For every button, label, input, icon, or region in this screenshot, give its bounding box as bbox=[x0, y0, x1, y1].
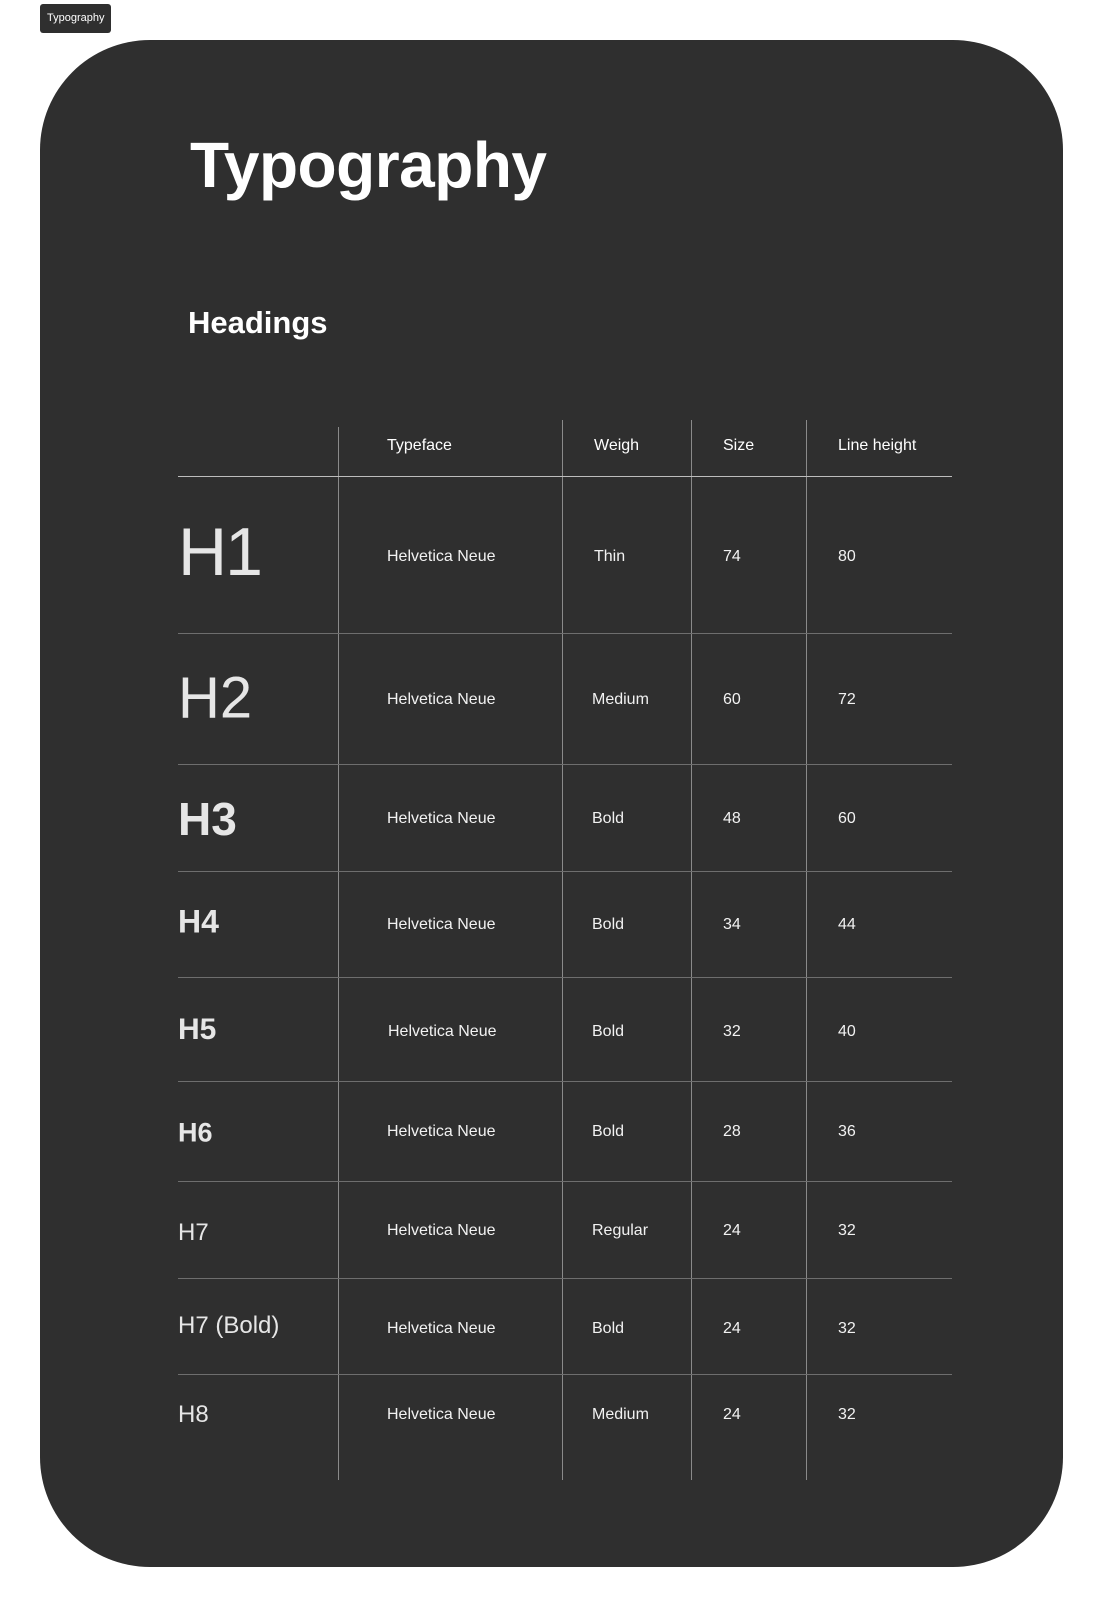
cell-size: 34 bbox=[723, 916, 741, 933]
column-header-weight: Weigh bbox=[594, 437, 640, 454]
cell-size: 60 bbox=[723, 691, 741, 708]
cell-size: 48 bbox=[723, 810, 741, 827]
cell-size: 32 bbox=[723, 1023, 741, 1040]
cell-typeface: Helvetica Neue bbox=[387, 1222, 496, 1239]
cell-line-height: 36 bbox=[838, 1123, 856, 1140]
column-header-line-height: Line height bbox=[838, 437, 917, 454]
frame-label[interactable]: Typography bbox=[40, 4, 111, 33]
column-divider bbox=[338, 427, 339, 1480]
typography-card bbox=[40, 40, 1063, 1567]
heading-sample-h6: H6 bbox=[178, 1117, 213, 1148]
cell-size: 24 bbox=[723, 1406, 741, 1423]
page-title: Typography bbox=[190, 129, 547, 201]
column-header-size: Size bbox=[723, 437, 755, 454]
section-title-headings: Headings bbox=[188, 305, 328, 340]
column-divider bbox=[806, 420, 807, 1480]
cell-line-height: 32 bbox=[838, 1320, 856, 1337]
cell-typeface: Helvetica Neue bbox=[387, 810, 496, 827]
row-divider bbox=[178, 764, 952, 765]
heading-sample-h8: H8 bbox=[178, 1401, 209, 1428]
heading-spec-table bbox=[178, 427, 952, 1520]
column-divider bbox=[691, 420, 692, 1480]
cell-typeface: Helvetica Neue bbox=[388, 1023, 497, 1040]
cell-weight: Bold bbox=[592, 916, 625, 933]
cell-typeface: Helvetica Neue bbox=[387, 1406, 496, 1423]
column-header-typeface: Typeface bbox=[387, 437, 452, 454]
cell-line-height: 32 bbox=[838, 1406, 856, 1423]
cell-weight: Bold bbox=[592, 810, 625, 827]
cell-weight: Bold bbox=[592, 1123, 625, 1140]
cell-line-height: 60 bbox=[838, 810, 856, 827]
row-divider bbox=[178, 1081, 952, 1082]
cell-typeface: Helvetica Neue bbox=[387, 1320, 496, 1337]
cell-weight: Regular bbox=[592, 1222, 649, 1239]
row-divider bbox=[178, 1374, 952, 1375]
header-divider bbox=[178, 476, 952, 477]
heading-sample-h3: H3 bbox=[178, 793, 237, 845]
row-divider bbox=[178, 1181, 952, 1182]
row-divider bbox=[178, 1278, 952, 1279]
heading-sample-h7-bold: H7 (Bold) bbox=[178, 1312, 280, 1339]
cell-size: 74 bbox=[723, 548, 741, 565]
cell-typeface: Helvetica Neue bbox=[387, 691, 496, 708]
heading-sample-h2: H2 bbox=[178, 665, 253, 731]
cell-size: 28 bbox=[723, 1123, 741, 1140]
heading-sample-h4: H4 bbox=[178, 903, 219, 940]
row-divider bbox=[178, 871, 952, 872]
cell-line-height: 44 bbox=[838, 916, 856, 933]
cell-weight: Medium bbox=[592, 1406, 649, 1423]
cell-line-height: 80 bbox=[838, 548, 856, 565]
cell-typeface: Helvetica Neue bbox=[387, 1123, 496, 1140]
cell-line-height: 40 bbox=[838, 1023, 856, 1040]
cell-line-height: 72 bbox=[838, 691, 856, 708]
cell-weight: Thin bbox=[594, 548, 626, 565]
cell-weight: Bold bbox=[592, 1023, 625, 1040]
cell-weight: Bold bbox=[592, 1320, 625, 1337]
heading-sample-h7: H7 bbox=[178, 1219, 209, 1246]
cell-line-height: 32 bbox=[838, 1222, 856, 1239]
heading-sample-h5: H5 bbox=[178, 1013, 217, 1046]
cell-weight: Medium bbox=[592, 691, 649, 708]
column-divider bbox=[562, 420, 563, 1480]
row-divider bbox=[178, 977, 952, 978]
cell-size: 24 bbox=[723, 1222, 741, 1239]
heading-sample-h1: H1 bbox=[178, 514, 261, 590]
row-divider bbox=[178, 633, 952, 634]
cell-typeface: Helvetica Neue bbox=[387, 916, 496, 933]
cell-size: 24 bbox=[723, 1320, 741, 1337]
cell-typeface: Helvetica Neue bbox=[387, 548, 496, 565]
